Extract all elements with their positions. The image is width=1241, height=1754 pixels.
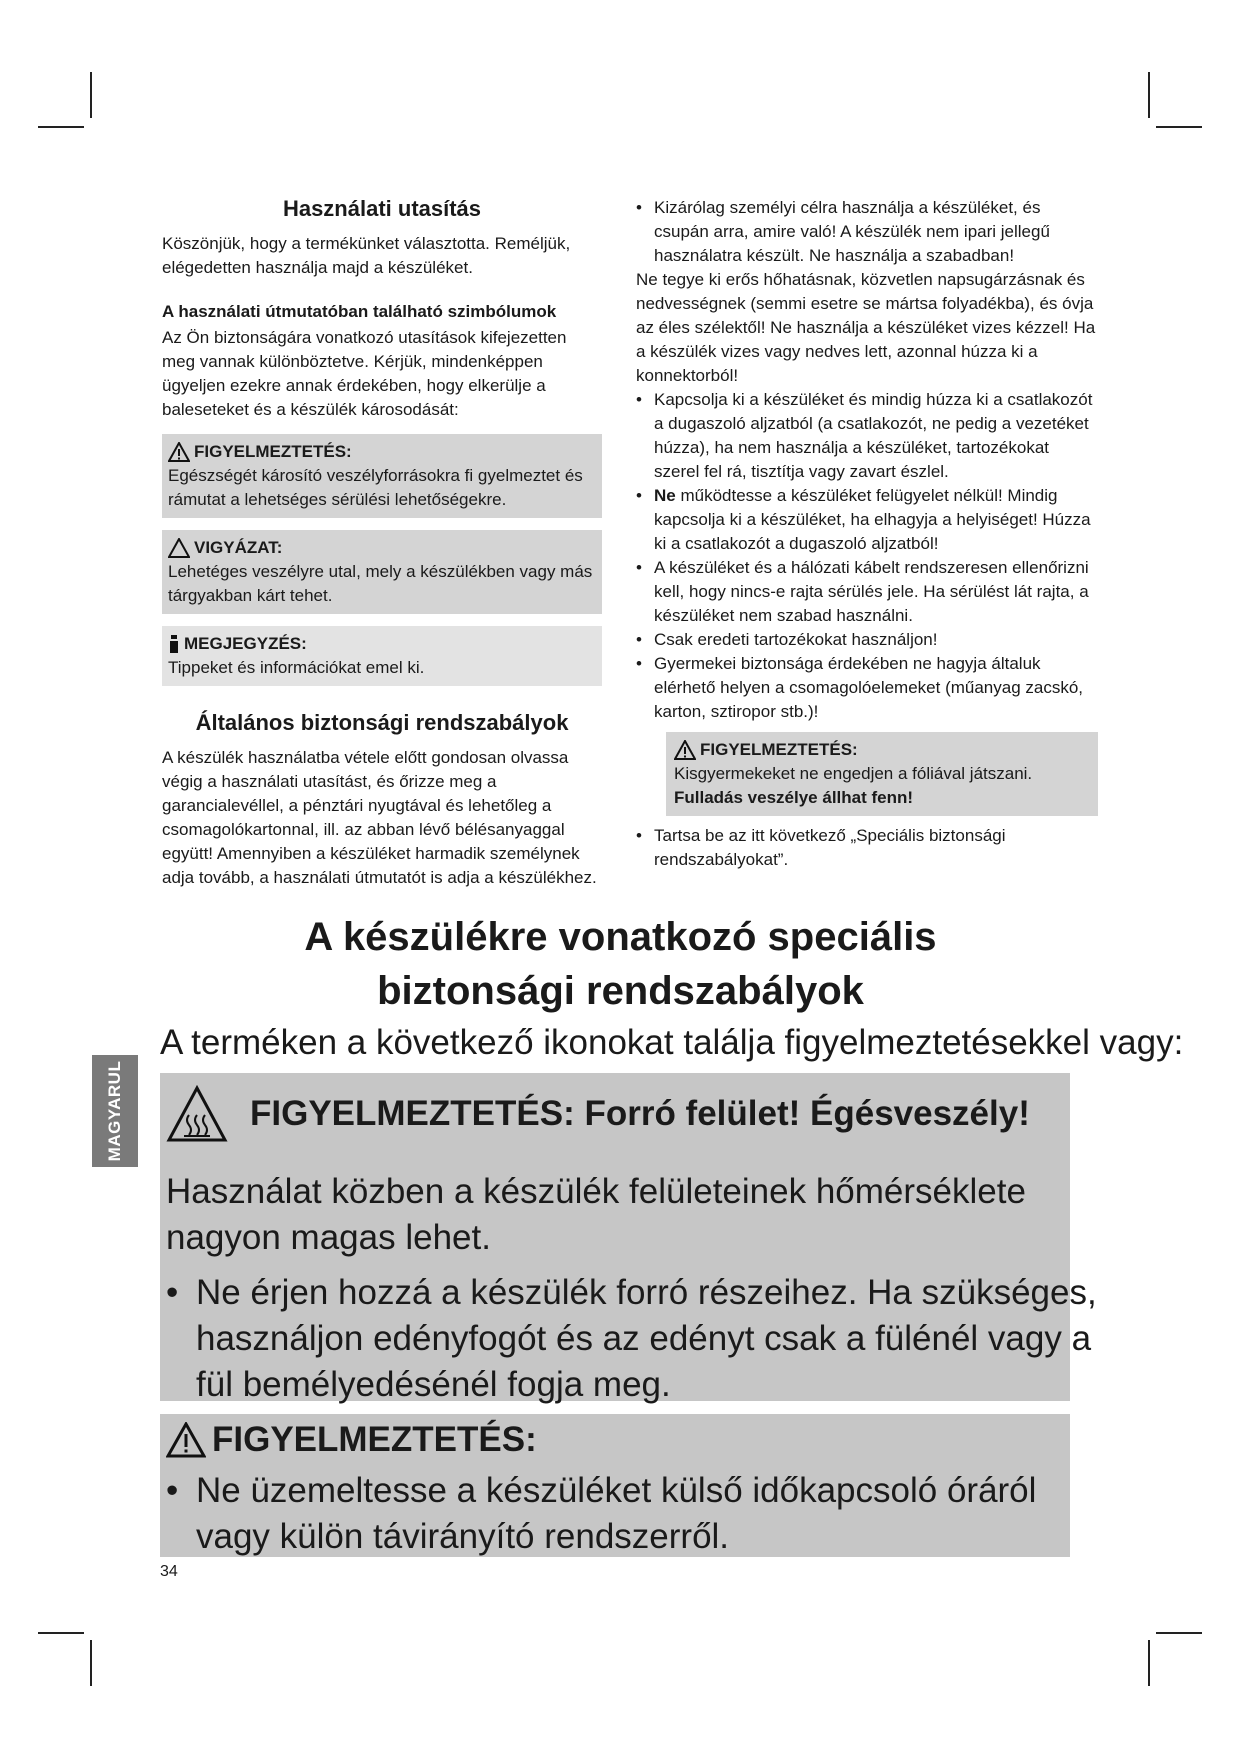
caution-triangle-icon bbox=[168, 538, 190, 558]
note-text: Tippeket és információkat emel ki. bbox=[168, 658, 425, 677]
hot-surface-box bbox=[160, 1073, 1097, 1404]
crop-mark bbox=[1156, 1632, 1202, 1634]
child-warning-title: FIGYELMEZTETÉS: bbox=[700, 740, 858, 759]
right-column bbox=[636, 196, 1098, 872]
page-number: 34 bbox=[160, 1563, 178, 1580]
crop-mark bbox=[1148, 72, 1150, 118]
warning-box bbox=[162, 434, 602, 518]
caution-title: VIGYÁZAT: bbox=[194, 538, 283, 557]
caution-text: Lehetéges veszélyre utal, mely a készülékben vagy más tárgyakban kárt tehet. bbox=[168, 562, 593, 605]
special-rules-title: A készülékre vonatkozó speciális biztonsági rendszabályok bbox=[304, 915, 937, 1013]
warning-triangle-icon bbox=[168, 442, 190, 462]
crop-mark bbox=[38, 1632, 84, 1634]
hot-surface-bullet: • Ne érjen hozzá a készülék forró részeihez. Ha szükséges, használjon edényfogót és az edényt csak a fülénél vagy a fül bemélyedésénél fogja meg. bbox=[166, 1273, 1097, 1404]
list-item: • Gyermekei biztonsága érdekében ne hagyja általuk elérhető helyen a csomagolóelemeket (műanyag zacskó, karton, sztiropor stb.)! bbox=[636, 654, 1084, 721]
crop-mark bbox=[1148, 1640, 1150, 1686]
timer-warning-bullet: • Ne üzemeltesse a készüléket külső időkapcsoló óráról vagy külön távirányító rendszerről. bbox=[166, 1471, 1037, 1556]
crop-mark bbox=[38, 126, 84, 128]
timer-warning-title: FIGYELMEZTETÉS: bbox=[212, 1420, 537, 1459]
warning-triangle-icon bbox=[166, 1422, 206, 1458]
manual-title: Használati utasítás bbox=[282, 196, 482, 221]
warning-text: Egészségét károsító veszélyforrásokra fi gyelmeztet és rámutat a lehetséges sérülési lehetőségekre. bbox=[168, 466, 583, 509]
info-icon bbox=[168, 634, 180, 654]
timer-warning-box bbox=[160, 1414, 1070, 1557]
hot-surface-title: FIGYELMEZTETÉS: Forró felület! Égésveszély! bbox=[250, 1094, 1030, 1133]
warning-title: FIGYELMEZTETÉS: bbox=[194, 442, 352, 461]
language-tab: MAGYARUL bbox=[92, 1055, 138, 1167]
warning-triangle-icon bbox=[674, 740, 696, 760]
special-intro: A terméken a következő ikonokat találja figyelmeztetésekkel vagy: bbox=[160, 1023, 1184, 1062]
caution-box bbox=[162, 530, 602, 614]
general-text: A készülék használatba vétele előtt gondosan olvassa végig a használati utasítást, és őrizze meg a garancialevéllel, a pénztári nyugtával és lehetőleg a csomagolókartonnal, ill. az abban lévő bélésanyaggal együtt! Amennyiben a készüléket harmadik személynek adja tovább, a használati útmutatót is adja a készülékhez. bbox=[162, 748, 597, 887]
list-item: • Kizárólag személyi célra használja a készüléket, és csupán arra, amire való! A készülék nem ipari jellegű használatra készült. Ne használja a szabadban! bbox=[636, 198, 1050, 265]
crop-mark bbox=[90, 72, 92, 118]
child-warning-box bbox=[666, 732, 1098, 816]
child-warning-bold: Fulladás veszélye állhat fenn! bbox=[674, 788, 914, 807]
note-box bbox=[162, 626, 602, 686]
list-item: • Kapcsolja ki a készüléket és mindig húzza ki a csatlakozót a dugaszoló aljzatból (a csatlakozót, ne pedig a vezetéket húzza), ha nem használja a készüléket, tartozékokat szerel fel rá, tisztítja vagy zavart észlel. bbox=[636, 390, 1093, 481]
child-warning-text: Kisgyermekeket ne engedjen a fóliával játszani. bbox=[674, 764, 1033, 783]
list-item: Ne tegye ki erős hőhatásnak, közvetlen napsugárzásnak és nedvességnek (semmi esetre se mártsa folyadékba), és óvja az éles szélektől! Ne használja a készüléket vizes kézzel! Ha a készülék vizes vagy nedves lett, azonnal húzza ki a konnektorból! bbox=[636, 270, 1096, 385]
crop-mark bbox=[90, 1640, 92, 1686]
note-title: MEGJEGYZÉS: bbox=[184, 634, 307, 653]
list-item: • Csak eredeti tartozékokat használjon! bbox=[636, 630, 938, 649]
list-item: • Tartsa be az itt következő „Speciális biztonsági rendszabályokat”. bbox=[636, 826, 1006, 869]
list-item: • A készüléket és a hálózati kábelt rendszeresen ellenőrizni kell, hogy nincs-e rajta sérülés jele. Ha sérülést lát rajta, a készüléket nem szabad használni. bbox=[636, 558, 1089, 625]
hot-surface-icon bbox=[166, 1085, 228, 1143]
hot-surface-text: Használat közben a készülék felületeinek hőmérséklete nagyon magas lehet. bbox=[166, 1172, 1026, 1257]
symbols-heading: A használati útmutatóban található szimbólumok bbox=[162, 302, 557, 321]
general-title: Általános biztonsági rendszabályok bbox=[195, 710, 569, 735]
crop-mark bbox=[1156, 126, 1202, 128]
list-item: • Ne működtesse a készüléket felügyelet nélkül! Mindig kapcsolja ki a készüléket, ha elhagyja a helyiséget! Húzza ki a csatlakozót a dugaszoló aljzatból! bbox=[636, 486, 1091, 553]
intro-text: Köszönjük, hogy a termékünket választotta. Reméljük, elégedetten használja majd a készüléket. bbox=[162, 234, 571, 277]
symbols-text: Az Ön biztonságára vonatkozó utasítások kifejezetten meg vannak különböztetve. Kérjük, mindenképpen ügyeljen ezekre annak érdekében, hogy elkerülje a baleseteket és a készülék károsodását: bbox=[162, 328, 567, 419]
left-column bbox=[162, 196, 602, 890]
